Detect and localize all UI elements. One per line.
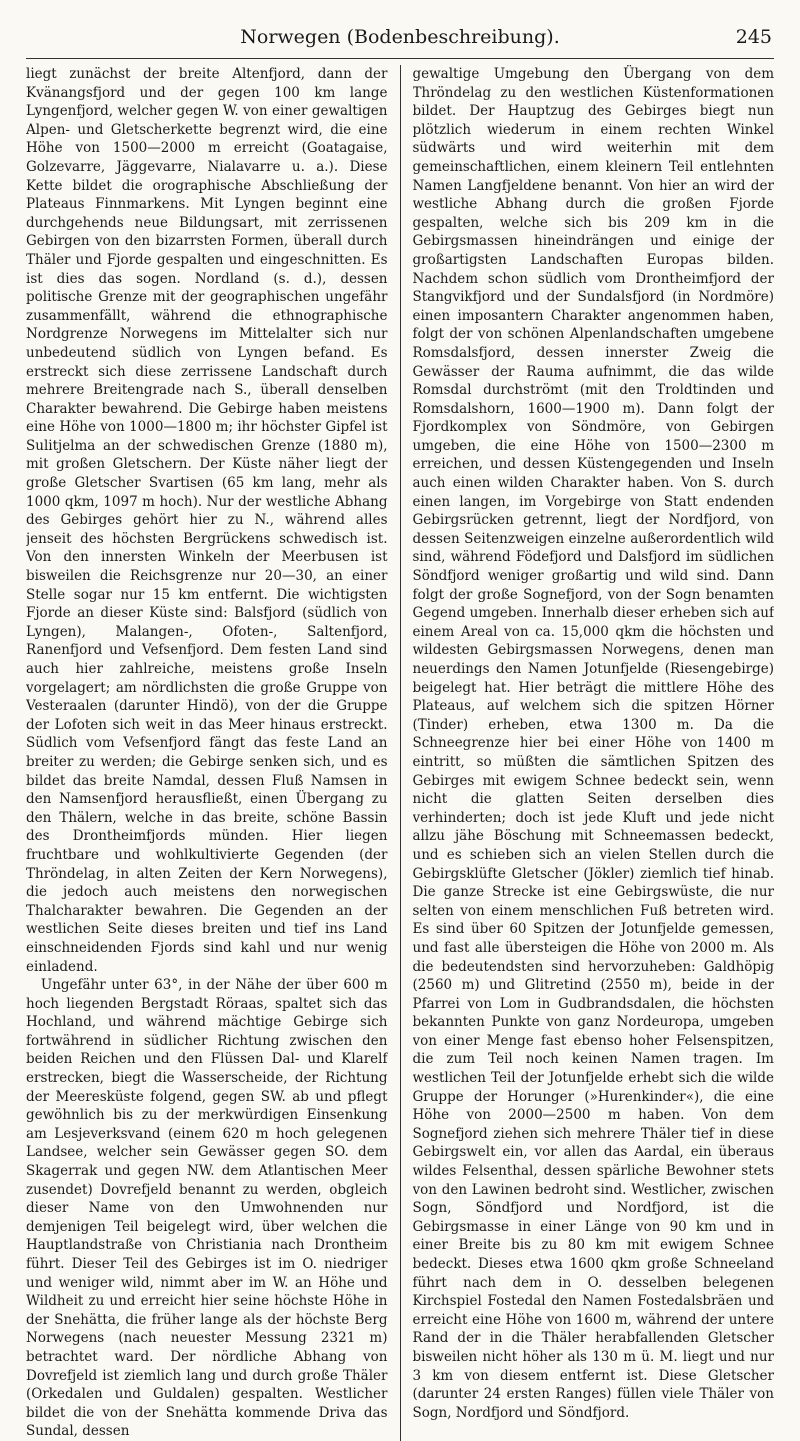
header-rule — [26, 58, 774, 59]
paragraph: gewaltige Umgebung den Übergang von dem Thröndelag zu den westlichen Küstenformationen bildet. Der Hauptzug des Gebirges biegt nun plötzlich wiederum in einem rechten Winkel südwärts und wird weiterhin mit dem gemeinschaftlichen, einem kleinern Teil entlehnten Namen Langfjeldene benannt. Von hier an wird der westliche Abhang durch die großen Fjorde gespalten, welche sich bis 209 km in die Gebirgsmassen hineindrängen und einige der großartigsten Landschaften Europas bilden. Nachdem schon südlich vom Drontheimfjord der Stangvikfjord und der Sundalsfjord (in Nordmöre) einen imposantern Charakter angenommen haben, folgt der von schönen Alpenlandschaften umgebene Romsdalsfjord, dessen innerster Zweig die Gewässer der Rauma aufnimmt, die das wilde Romsdal durchströmt (mit den Troldtinden und Romsdalshorn, 1600—1900 m). Dann folgt der Fjordkomplex von Söndmöre, von Gebirgen umgeben, die eine Höhe von 1500—2300 m erreichen, und dessen Küstengegenden und Inseln auch einen wilden Charakter haben. Von S. durch einen langen, im Vorgebirge von Statt endenden Gebirgsrücken getrennt, liegt der Nordfjord, von dessen Seitenzweigen einzelne außerordentlich wild sind, während Födefjord und Dalsfjord im südlichen Söndfjord weniger großartig und wild sind. Dann folgt der große Sognefjord, von der Sogn benamten Gegend umgeben. Innerhalb dieser erheben sich auf einem Areal von ca. 15,000 qkm die höchsten und wildesten Gebirgsmassen Norwegens, denen man neuerdings den Namen Jotunfjelde (Riesengebirge) beigelegt hat. Hier beträgt die mittlere Höhe des Plateaus, auf welchem sich die spitzen Hörner (Tinder) erheben, etwa 1300 m. Da die Schneegrenze hier bei einer Höhe von 1400 m eintritt, so müßten die sämtlichen Spitzen des Gebirges mit ewigem Schnee bedeckt sein, wenn nicht die glatten Seiten derselben dies verhinderten; doch ist jede Kluft und jede nicht allzu jähe Böschung mit Schneemassen bedeckt, und es schieben sich an vielen Stellen durch die Gebirgsklüfte Gletscher (Jökler) ziemlich tief hinab. Die ganze Strecke ist eine Gebirgswüste, die nur selten von einem menschlichen Fuß betreten wird. Es sind über 60 Spitzen der Jotunfjelde gemessen, und fast alle übersteigen die Höhe von 2000 m. Als die bedeutendsten sind hervorzuheben: Galdhöpig (2560 m) und Glitretind (2550 m), beide in der Pfarrei von Lom in Gudbrandsdalen, die höchsten bekannten Punkte von ganz Nordeuropa, umgeben von einer Menge fast ebenso hoher Felsenspitzen, die zum Teil noch keinen Namen tragen. Im westlichen Teil der Jotunfjelde erhebt sich die wilde Gruppe der Horunger (»Hurenkinder«), die eine Höhe von 2000—2500 m haben. Von dem Sognefjord ziehen sich mehrere Thäler tief in diese Gebirgswelt ein, vor allen das Aardal, ein überaus wildes Felsenthal, dessen spärliche Bewohner stets von den Lawinen bedroht sind. Westlicher, zwischen Sogn, Söndfjord und Nordfjord, ist die Gebirgsmasse in einer Länge von 90 km und in einer Breite bis zu 80 km mit ewigem Schnee bedeckt. Dieses etwa 1600 qkm große Schneeland führt nach dem in O. desselben belegenen Kirchspiel Fostedal den Namen Fostedalsbräen und erreicht eine Höhe von 1600 m, während der untere Rand der in die Thäler herabfallenden Gletscher bisweilen nicht höher als 130 m ü. M. liegt und nur 3 km von diesem entfernt ist. Diese Gletscher (darunter 24 ersten Ranges) füllen viele Thäler von Sogn, Nordfjord und Söndfjord. — [412, 66, 774, 1421]
text-columns — [26, 65, 774, 1441]
running-title: Norwegen (Bodenbeschreibung). — [240, 26, 560, 48]
paragraph: liegt zunächst der breite Altenfjord, dann der Kvänangsfjord und der gegen 100 km lange Lyngenfjord, welcher gegen W. von einer gewaltigen Alpen- und Gletscherkette begrenzt wird, die eine Höhe von 1500—2000 m erreicht (Goatagaise, Golzevarre, Jäggevarre, Nialavarre u. a.). Diese Kette bildet die orographische Abschließung der Plateaus Finnmarkens. Mit Lyngen beginnt eine durchgehends neue Bildungsart, mit zerrissenen Gebirgen von den bizarrsten Formen, überall durch Thäler und Fjorde gespalten und eingeschnitten. Es ist dies das sogen. Nordland (s. d.), dessen politische Grenze mit der geographischen ungefähr zusammenfällt, während die ethnographische Nordgrenze Norwegens im Mittelalter sich nur unbedeutend südlich von Lyngen befand. Es erstreckt sich diese zerrissene Landschaft durch mehrere Breitengrade nach S., überall denselben Charakter bewahrend. Die Gebirge haben meistens eine Höhe von 1000—1800 m; ihr höchster Gipfel ist Sulitjelma an der schwedischen Grenze (1880 m), mit großen Gletschern. Der Küste näher liegt der große Gletscher Svartisen (65 km lang, mehr als 1000 qkm, 1097 m hoch). Nur der westliche Abhang des Gebirges gehört hier zu N., während alles jenseit des höchsten Bergrückens schwedisch ist. Von den innersten Winkeln der Meerbusen ist bisweilen die Reichsgrenze nur 20—30, an einer Stelle sogar nur 15 km entfernt. Die wichtigsten Fjorde an dieser Küste sind: Balsfjord (südlich von Lyngen), Malangen-, Ofoten-, Saltenfjord, Ranenfjord und Vefsenfjord. Dem festen Land sind auch hier zahlreiche, meistens große Inseln vorgelagert; am nördlichsten die große Gruppe von Vesteraalen (darunter Hindö), von der die Gruppe der Lofoten sich weit in das Meer hinaus erstreckt. Südlich vom Vefsenfjord fängt das feste Land an breiter zu werden; die Gebirge senken sich, und es bildet das breite Namdal, dessen Fluß Namsen in den Namsenfjord herausfließt, einen Übergang zu den Thälern, welche in das breite, schöne Bassin des Drontheimfjords münden. Hier liegen fruchtbare und wohlkultivierte Gegenden (der Thröndelag, in alten Zeiten der Kern Norwegens), die jedoch auch meistens den norwegischen Thalcharakter bewahren. Die Gegenden an der westlichen Seite dieses breiten und tief ins Land einschneidenden Fjords sind kahl und nur wenig einladend. — [26, 66, 388, 975]
page-header — [26, 22, 774, 52]
column-divider — [400, 65, 401, 1441]
right-column — [413, 65, 775, 1441]
left-column — [26, 65, 388, 1441]
page-number: 245 — [735, 26, 772, 48]
paragraph: Ungefähr unter 63°, in der Nähe der über 600 m hoch liegenden Bergstadt Röraas, spaltet sich das Hochland, und während mächtige Gebirge sich fortwährend in südlicher Richtung zwischen den beiden Reichen und den Flüssen Dal- und Klarelf erstrecken, biegt die Wasserscheide, der Richtung der Meeresküste folgend, gegen SW. ab und pflegt gewöhnlich bis zu der merkwürdigen Einsenkung am Lesjeverksvand (einem 620 m hoch gelegenen Landsee, welcher sein Gewässer gegen SO. dem Skagerrak und gegen NW. dem Atlantischen Meer zusendet) Dovrefjeld benannt zu werden, obgleich dieser Name von den Umwohnenden nur demjenigen Teil beigelegt wird, über welchen die Hauptlandstraße von Christiania nach Drontheim führt. Dieser Teil des Gebirges ist im O. niedriger und weniger wild, nimmt aber im W. an Höhe und Wildheit zu und erreicht hier seine höchste Höhe in der Snehätta, die früher lange als der höchste Berg Norwegens (nach neuester Messung 2321 m) betrachtet ward. Der nördliche Abhang von Dovrefjeld ist ziemlich lang und durch große Thäler (Orkedalen und Guldalen) gespalten. Westlicher bildet die von der Snehätta kommende Driva das Sundal, dessen — [26, 977, 388, 1440]
